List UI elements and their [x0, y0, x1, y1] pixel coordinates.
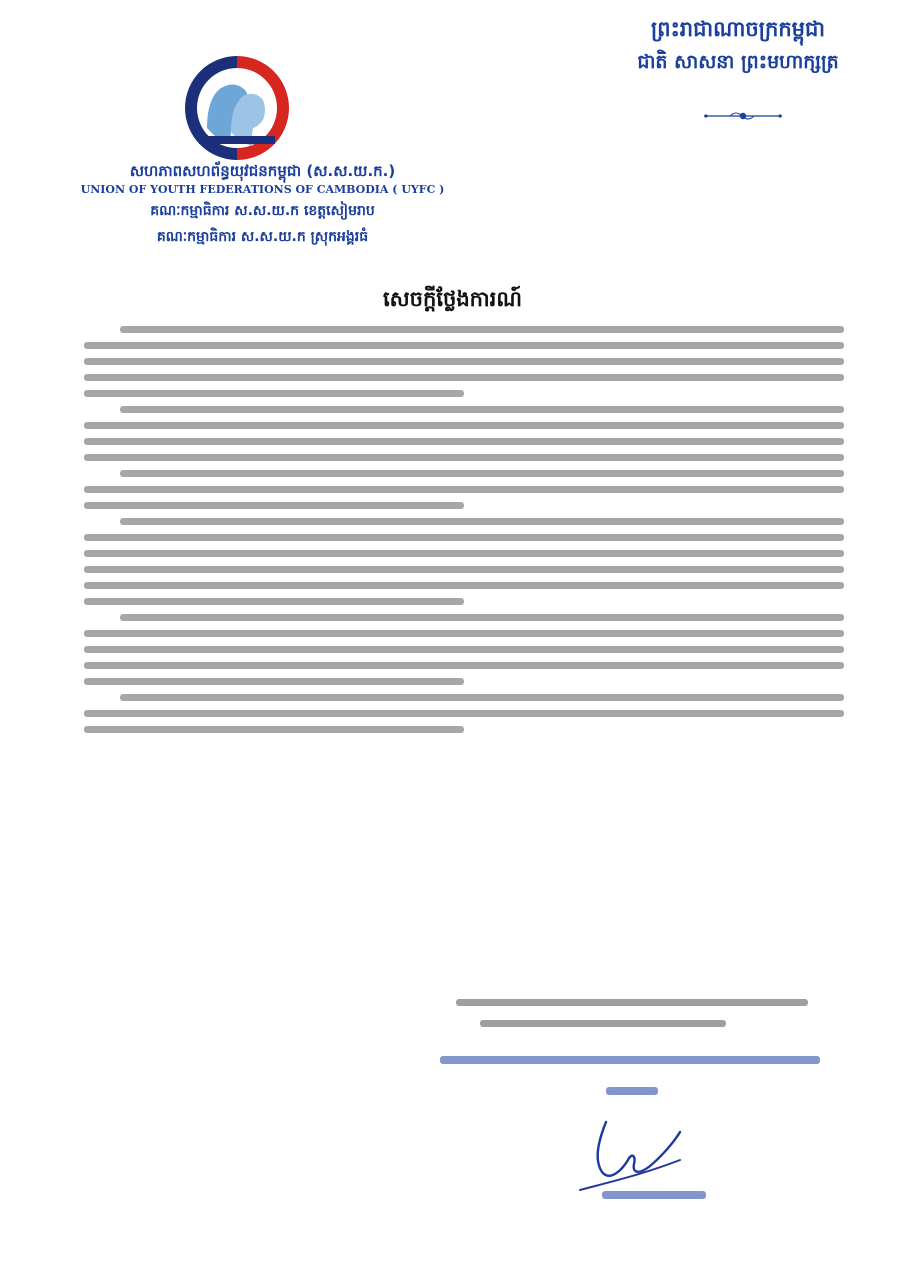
text-line [84, 566, 844, 573]
text-line [84, 646, 844, 653]
text-line [84, 422, 844, 429]
text-line [120, 470, 844, 477]
text-line [84, 678, 464, 685]
text-line [120, 326, 844, 333]
organization-name-kh: សហភាពសហព័ន្ធយុវជនកម្ពុជា (ស.ស.យ.ក.) [129, 162, 396, 180]
signatory-name [602, 1191, 706, 1199]
organization-block [80, 160, 445, 250]
paragraph [84, 470, 844, 509]
provincial-committee: គណៈកម្មាធិការ ស.ស.យ.ក ខេត្តសៀមរាប [150, 203, 375, 219]
text-line [84, 550, 844, 557]
text-line [84, 582, 844, 589]
ornament-divider-icon [700, 109, 786, 123]
text-line [84, 726, 464, 733]
paragraph [84, 614, 844, 685]
statement-body [84, 318, 844, 742]
organization-name-en: UNION OF YOUTH FEDERATIONS OF CAMBODIA ( UYFC ) [80, 183, 445, 196]
text-line [84, 662, 844, 669]
text-line [120, 614, 844, 621]
paragraph [84, 694, 844, 733]
text-line [84, 502, 464, 509]
national-motto: ជាតិ សាសនា ព្រះមហាក្សត្រ [637, 51, 839, 73]
lunar-date-line [456, 999, 808, 1006]
uyfc-logo-icon [181, 52, 293, 164]
signatory-role [606, 1087, 658, 1095]
kingdom-name: ព្រះរាជាណាចក្រកម្ពុជា [650, 17, 825, 41]
paragraph [84, 326, 844, 397]
text-line [84, 342, 844, 349]
solar-date-line [480, 1020, 726, 1027]
date-block [456, 990, 808, 1041]
text-line [84, 358, 844, 365]
text-line [120, 406, 844, 413]
document-title: សេចក្តីថ្លែងការណ៍ [383, 287, 522, 311]
text-line [120, 694, 844, 701]
signatory-title [440, 1056, 820, 1064]
text-line [84, 438, 844, 445]
text-line [84, 598, 464, 605]
text-line [84, 534, 844, 541]
text-line [84, 454, 844, 461]
paragraph [84, 406, 844, 461]
paragraph [84, 518, 844, 605]
signature-icon [576, 1112, 686, 1198]
text-line [84, 486, 844, 493]
text-line [84, 710, 844, 717]
kingdom-header [588, 14, 888, 76]
text-line [84, 630, 844, 637]
district-committee: គណៈកម្មាធិការ ស.ស.យ.ក ស្រុកអង្គរធំ [156, 229, 369, 245]
text-line [84, 374, 844, 381]
text-line [84, 390, 464, 397]
text-line [120, 518, 844, 525]
